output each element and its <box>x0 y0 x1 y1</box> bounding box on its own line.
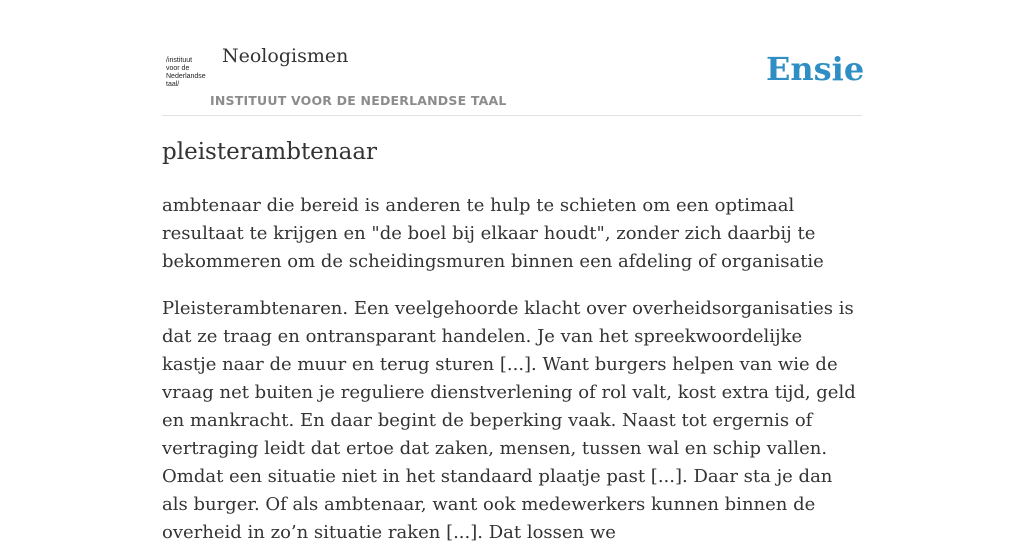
logo-line-2: voor de <box>166 65 190 72</box>
example-text: Pleisterambtenaren. Een veelgehoorde klacht over overheidsorganisaties is dat ze traag en ontransparant handelen. Je van het spreekwoordelijke kastje naar de muur en terug sturen [...]. Want burgers helpen van wie de vraag net buiten je reguliere dienstverlening of rol valt, kost extra tijd, geld en mankracht. En daar begint de beperking vaak. Naast tot ergernis of vertraging leidt dat ertoe dat zaken, mensen, tussen wal en schip vallen. Omdat een situatie niet in het standaard plaatje past [...]. Daar sta je dan als burger. Of als ambtenaar, want ook medewerkers kunnen binnen de overheid in zo’n situatie raken [...]. Dat lossen we <box>162 298 856 543</box>
ensie-brand-logo[interactable]: Ensie <box>766 50 865 88</box>
logo-line-1: /instituut <box>166 57 193 64</box>
definition-text: ambtenaar die bereid is anderen te hulp te schieten om een optimaal resultaat te krijgen en "de boel bij elkaar houdt", zonder zich daarbij te bekommeren om de scheidingsmuren binnen een afdeling of organisatie <box>162 195 824 272</box>
page-title: pleisterambtenaar <box>162 139 378 165</box>
ivdnt-logo[interactable] <box>166 57 210 89</box>
logo-line-3: Nederlandse <box>166 73 206 80</box>
site-subtitle: INSTITUUT VOOR DE NEDERLANDSE TAAL <box>210 93 507 108</box>
site-title[interactable]: Neologismen <box>222 45 349 67</box>
logo-line-4: taal/ <box>166 81 180 88</box>
header-divider <box>162 115 862 116</box>
